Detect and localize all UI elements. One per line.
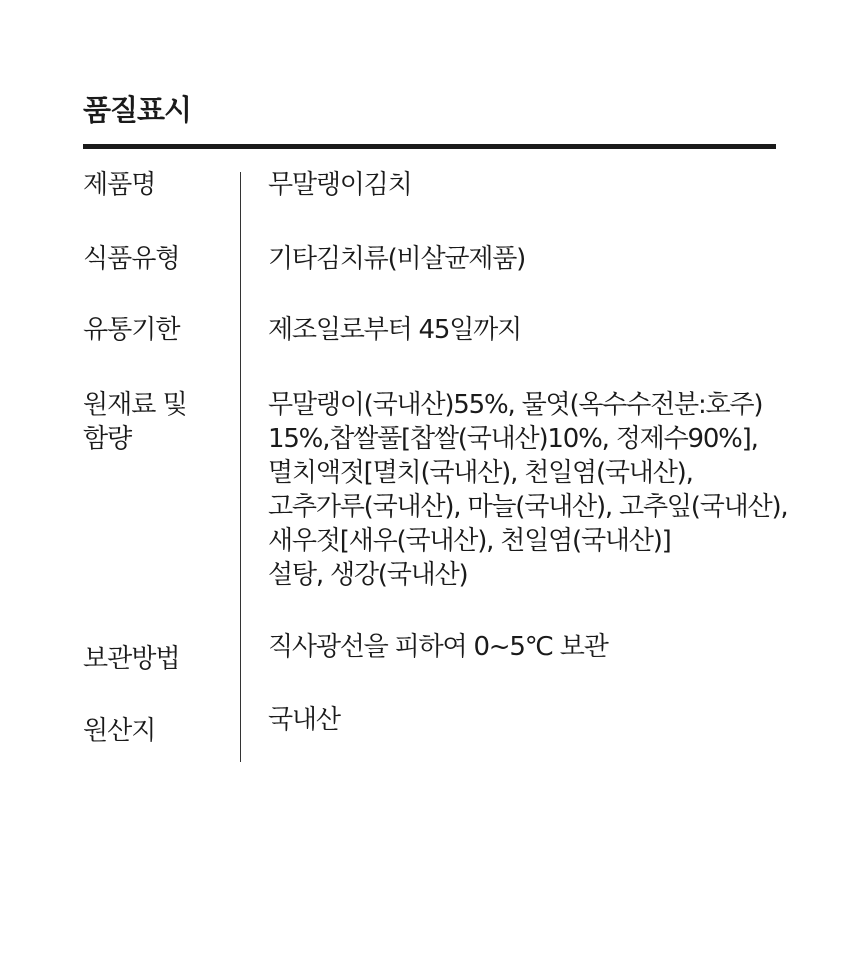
- title-divider: [83, 144, 776, 149]
- value-line: 무말랭이(국내산)55%, 물엿(옥수수전분:호주): [268, 390, 763, 420]
- row-value-food-type: [268, 242, 848, 276]
- value-line: 설탕, 생강(국내산): [268, 560, 468, 590]
- row-label-storage: 보관방법: [83, 644, 180, 674]
- row-label-food-type: 식품유형: [83, 244, 180, 274]
- row-value-origin: [268, 703, 848, 737]
- row-value-expiry: [268, 313, 848, 347]
- row-value-product-name: [268, 168, 848, 202]
- value-line: 새우젓[새우(국내산), 천일염(국내산)]: [268, 526, 671, 556]
- row-label-ingredients: 원재료 및 함량: [83, 390, 187, 454]
- value-line: 기타김치류(비살균제품): [268, 244, 526, 274]
- section-title: 품질표시: [83, 93, 192, 127]
- row-value-storage: [268, 630, 848, 664]
- value-line: 멸치액젓[멸치(국내산), 천일염(국내산),: [268, 458, 693, 488]
- value-line: 15%,찹쌀풀[찹쌀(국내산)10%, 정제수90%],: [268, 424, 758, 454]
- row-label-expiry: 유통기한: [83, 315, 180, 345]
- row-value-ingredients: [268, 388, 848, 592]
- value-line: 무말랭이김치: [268, 170, 412, 200]
- row-label-product-name: 제품명: [83, 170, 156, 200]
- row-label-origin: 원산지: [83, 716, 156, 746]
- value-line: 고추가루(국내산), 마늘(국내산), 고추잎(국내산),: [268, 492, 788, 522]
- value-line: 국내산: [268, 705, 340, 735]
- value-line: 제조일로부터 45일까지: [268, 315, 521, 345]
- column-divider: [240, 172, 241, 762]
- value-line: 직사광선을 피하여 0~5℃ 보관: [268, 632, 608, 662]
